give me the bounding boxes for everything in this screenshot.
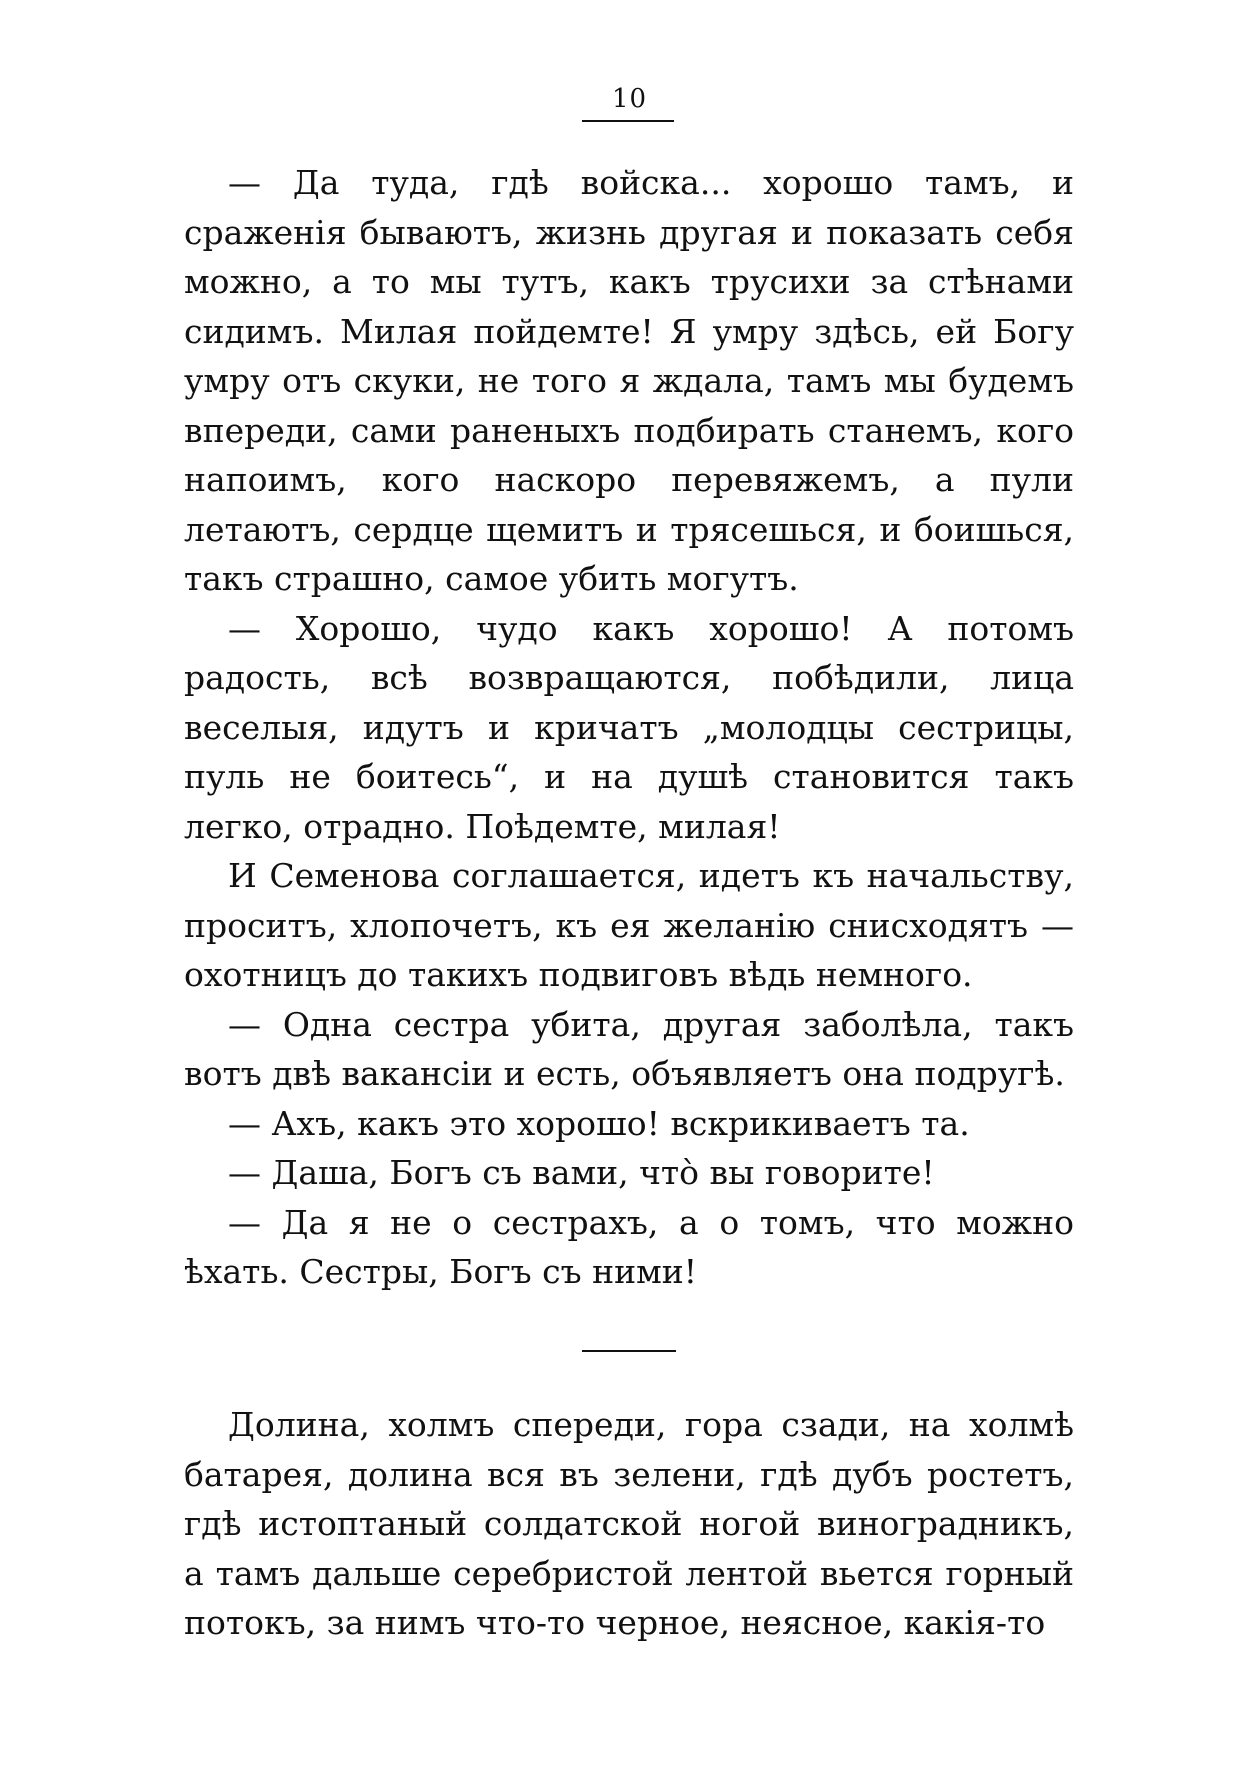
paragraph: — Да я не о сестрахъ, а о томъ, что можно ѣхать. Сестры, Богъ съ ними! <box>184 1202 1074 1291</box>
paragraph: И Семенова соглашается, идетъ къ начальству, проситъ, хлопочетъ, къ ея желанію снисходятъ — охотницъ до такихъ подвиговъ вѣдь немного. <box>184 856 1074 994</box>
text-block-dialogue <box>184 158 1074 1297</box>
text-block-landscape <box>184 1400 1074 1648</box>
paragraph: — Ахъ, какъ это хорошо! вскрикиваетъ та. <box>228 1103 970 1143</box>
page-number-underline <box>582 120 674 122</box>
paragraph: — Даша, Богъ съ вами, что̀ вы говорите! <box>228 1153 935 1192</box>
paragraph: — Хорошо, чудо какъ хорошо! А потомъ радость, всѣ возвращаются, побѣдили, лица веселыя, идутъ и кричатъ „молодцы сестрицы, пуль не боитесь“, и на душѣ становится такъ легко, отрадно. Поѣдемте, милая! <box>184 608 1074 846</box>
paragraph: Долина, холмъ спереди, гора сзади, на холмѣ батарея, долина вся въ зелени, гдѣ дубъ ростетъ, гдѣ истоптаный солдатской ногой виноградникъ, а тамъ дальше серебристой лентой вьется горный потокъ, за нимъ что-то черное, неясное, какія-то <box>184 1405 1074 1642</box>
section-divider <box>582 1350 676 1352</box>
paragraph: — Да туда, гдѣ войска... хорошо тамъ, и сраженія бываютъ, жизнь другая и показать себя можно, а то мы тутъ, какъ трусихи за стѣнами сидимъ. Милая пойдемте! Я умру здѣсь, ей Богу умру отъ скуки, не того я ждала, тамъ мы будемъ впереди, сами раненыхъ подбирать станемъ, кого напоимъ, кого наскоро перевяжемъ, а пули летаютъ, сердце щемитъ и трясешься, и боишься, такъ страшно, самое убить могутъ. <box>184 163 1074 598</box>
paragraph: — Одна сестра убита, другая заболѣла, такъ вотъ двѣ вакансіи и есть, объявляетъ она подругѣ. <box>184 1004 1074 1093</box>
page-number: 10 <box>611 84 648 114</box>
